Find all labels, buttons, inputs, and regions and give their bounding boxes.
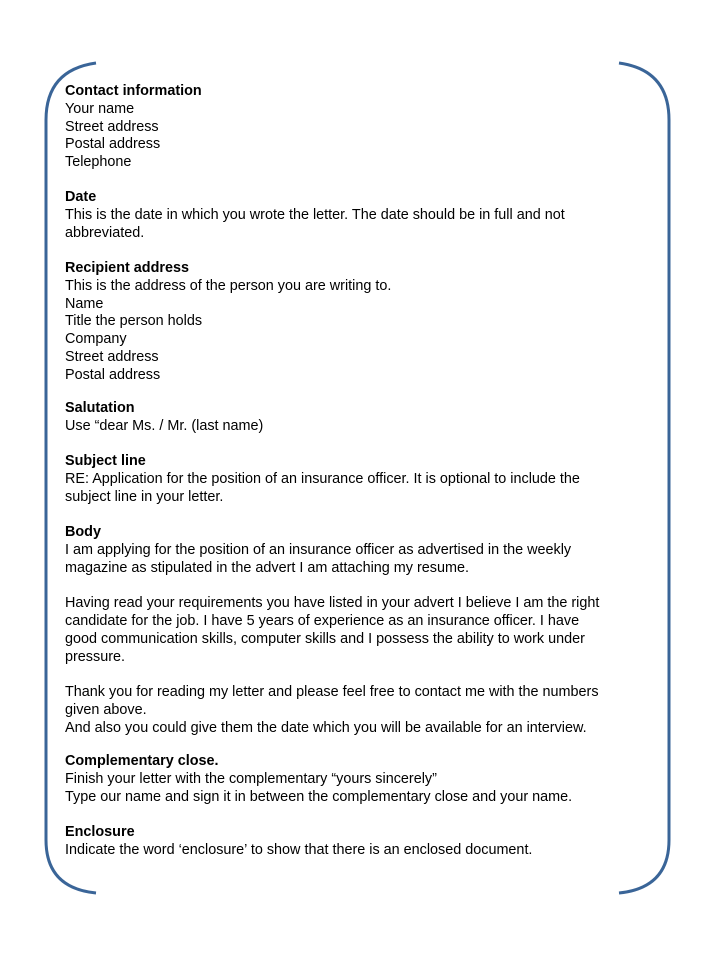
text-line: This is the address of the person you are writing to. bbox=[65, 277, 392, 294]
text-line: Your name bbox=[65, 100, 135, 117]
text-line: Use “dear Ms. / Mr. (last name) bbox=[65, 417, 264, 434]
section-salutation bbox=[65, 400, 645, 436]
text-line: And also you could give them the date which you will be available for an interview. bbox=[65, 719, 587, 736]
text-line: Type our name and sign it in between the complementary close and your name. bbox=[65, 788, 573, 805]
text-line: Postal address bbox=[65, 366, 161, 383]
text-line: magazine as stipulated in the advert I am attaching my resume. bbox=[65, 559, 469, 576]
text-line: abbreviated. bbox=[65, 224, 145, 241]
text-line: Finish your letter with the complementary “yours sincerely” bbox=[65, 770, 437, 787]
text-line: Indicate the word ‘enclosure’ to show that there is an enclosed document. bbox=[65, 841, 533, 858]
text-line: good communication skills, computer skills and I possess the ability to work under bbox=[65, 630, 585, 647]
section-heading: Recipient address bbox=[65, 260, 189, 276]
section-recipient bbox=[65, 260, 645, 385]
section-date bbox=[65, 189, 645, 242]
text-line: pressure. bbox=[65, 648, 125, 665]
text-line: RE: Application for the position of an insurance officer. It is optional to include the bbox=[65, 470, 580, 487]
section-heading: Salutation bbox=[65, 400, 135, 416]
section-complementary-close bbox=[65, 753, 645, 806]
text-line: Having read your requirements you have listed in your advert I believe I am the right bbox=[65, 595, 600, 612]
text-line: Title the person holds bbox=[65, 313, 203, 330]
text-line: Street address bbox=[65, 118, 159, 135]
text-line: I am applying for the position of an insurance officer as advertised in the weekly bbox=[65, 541, 572, 558]
text-line: Company bbox=[65, 331, 127, 348]
text-line: given above. bbox=[65, 701, 147, 718]
section-subject bbox=[65, 453, 645, 506]
text-line: This is the date in which you wrote the letter. The date should be in full and not bbox=[65, 206, 565, 223]
section-heading: Subject line bbox=[65, 453, 146, 469]
section-heading: Enclosure bbox=[65, 824, 135, 840]
text-line: Thank you for reading my letter and please feel free to contact me with the numbers bbox=[65, 684, 599, 701]
section-enclosure bbox=[65, 824, 645, 860]
section-contact bbox=[65, 83, 645, 172]
text-line: Telephone bbox=[65, 154, 132, 171]
section-heading: Complementary close. bbox=[65, 753, 219, 769]
section-heading: Contact information bbox=[65, 83, 202, 99]
section-heading: Date bbox=[65, 189, 97, 205]
text-line: Name bbox=[65, 295, 104, 312]
text-line: Postal address bbox=[65, 136, 161, 153]
text-line: candidate for the job. I have 5 years of experience as an insurance officer. I have bbox=[65, 612, 580, 629]
text-line: subject line in your letter. bbox=[65, 488, 224, 505]
section-heading: Body bbox=[65, 524, 101, 540]
text-line: Street address bbox=[65, 348, 159, 365]
section-body bbox=[65, 524, 645, 738]
